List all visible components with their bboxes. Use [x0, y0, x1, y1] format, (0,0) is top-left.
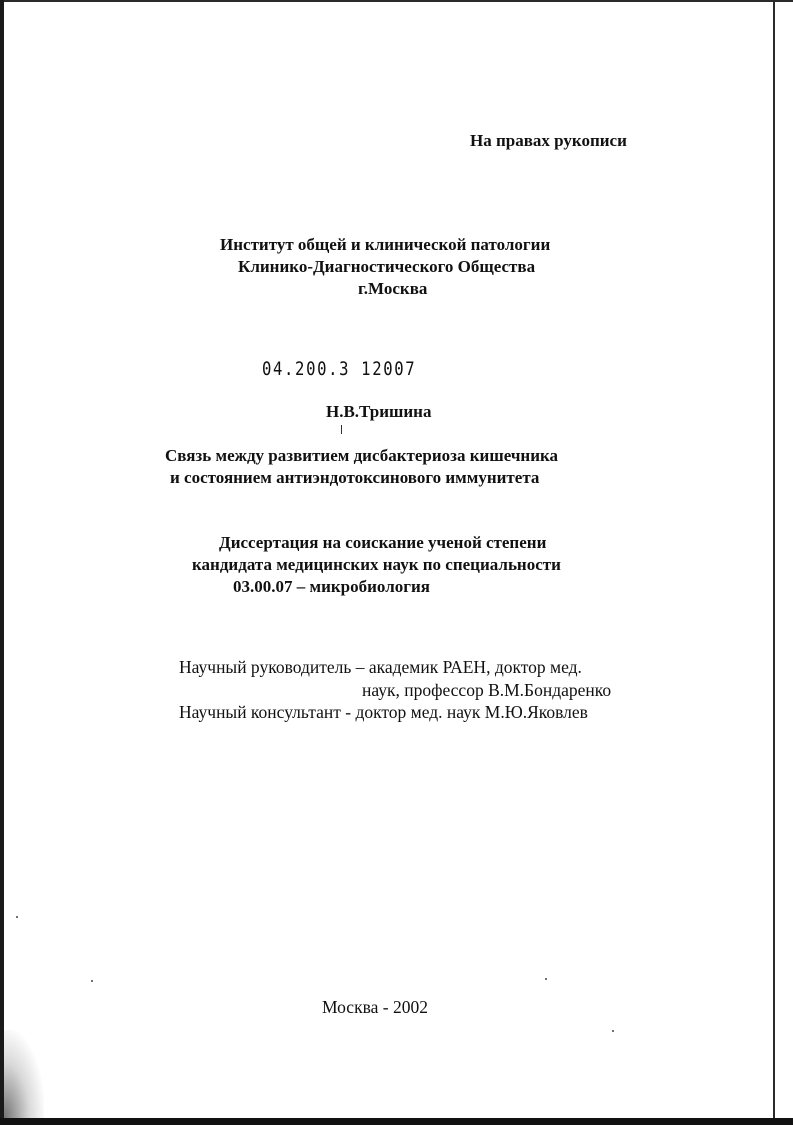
page-border-bottom [0, 1118, 793, 1125]
institute-city: г.Москва [358, 279, 428, 298]
page-border-left [0, 0, 4, 1125]
dissertation-title-line-1: Связь между развитием дисбактериоза кишечника [165, 446, 559, 465]
scan-speck [16, 916, 18, 918]
scan-speck [545, 978, 547, 980]
scan-speck [91, 980, 93, 982]
ink-mark [341, 425, 342, 434]
registration-stamp: 04.200.3 12007 [262, 358, 417, 380]
scientific-supervisor-line-2: наук, профессор В.М.Бондаренко [362, 680, 612, 700]
scan-shadow [4, 1030, 44, 1118]
scan-speck [612, 1030, 614, 1032]
institute-name-line-2: Клинико-Диагностического Общества [238, 257, 536, 276]
dissertation-title-line-2: и состоянием антиэндотоксинового иммунитета [170, 468, 540, 487]
dissertation-info-line-1: Диссертация на соискание ученой степени [219, 533, 547, 552]
dissertation-specialty: 03.00.07 – микробиология [233, 577, 430, 596]
scientific-consultant: Научный консультант - доктор мед. наук М.Ю.Яковлев [179, 702, 588, 722]
dissertation-info-line-2: кандидата медицинских наук по специальности [192, 555, 561, 574]
header-note: На правах рукописи [470, 131, 627, 150]
scientific-supervisor-line-1: Научный руководитель – академик РАЕН, доктор мед. [179, 657, 582, 677]
city-year: Москва - 2002 [322, 997, 428, 1017]
institute-name-line-1: Институт общей и клинической патологии [220, 235, 551, 254]
page-border-right [773, 0, 775, 1118]
author-name: Н.В.Тришина [326, 402, 432, 421]
page-border-top [0, 0, 793, 2]
